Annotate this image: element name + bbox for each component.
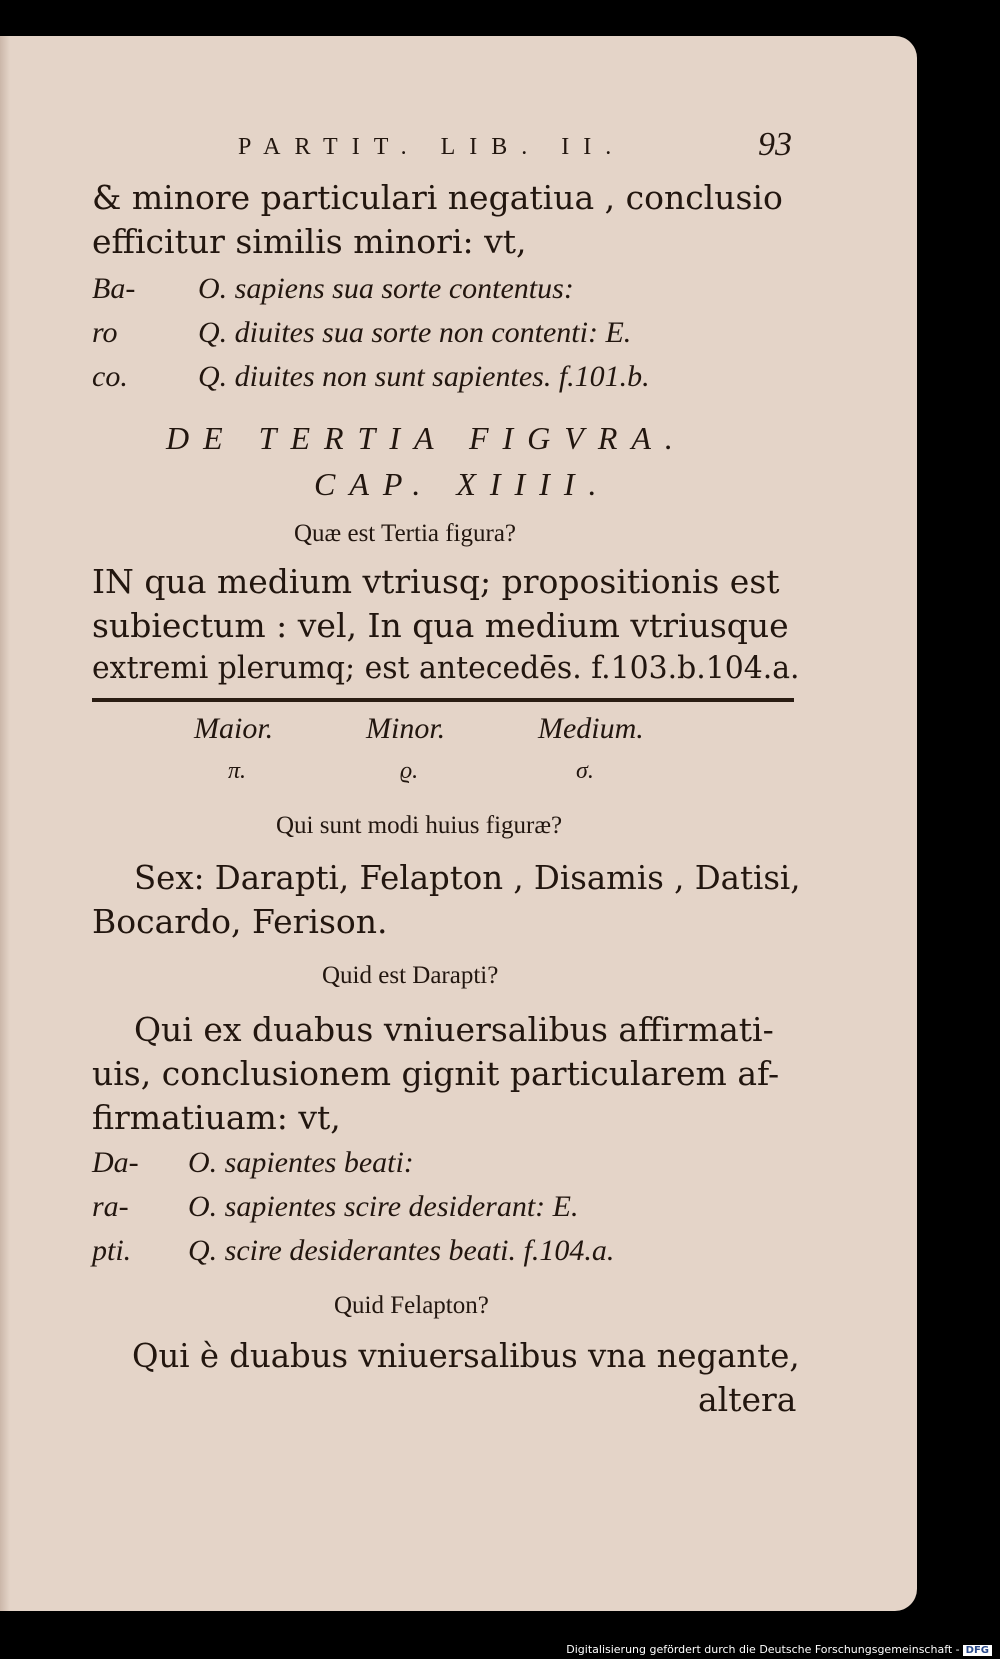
question: Qui sunt modi huius figuræ?: [276, 812, 563, 839]
question: Quid est Darapti?: [322, 962, 499, 989]
syllogism-label: ra-: [92, 1190, 129, 1223]
term-label: Medium.: [538, 712, 644, 745]
term-label: Minor.: [366, 712, 446, 745]
text-line: efficitur similis minori: vt,: [92, 222, 527, 261]
digitization-footer: [566, 1643, 992, 1656]
page-edge: [0, 36, 10, 1611]
answer-line: Bocardo, Ferison.: [92, 902, 388, 941]
syllogism-line: O. sapientes beati:: [188, 1146, 414, 1179]
answer-line: subiectum : vel, In qua medium vtriusque: [92, 606, 789, 645]
term-symbol: σ.: [576, 758, 594, 784]
term-label: Maior.: [194, 712, 274, 745]
question: Quid Felapton?: [334, 1292, 489, 1319]
syllogism-label: pti.: [92, 1234, 132, 1267]
syllogism-line: O. sapientes scire desiderant: E.: [188, 1190, 579, 1223]
answer-line: firmatiuam: vt,: [92, 1098, 341, 1137]
syllogism-line: Q. diuites non sunt sapientes. f.101.b.: [198, 360, 650, 393]
term-symbol: ϱ.: [400, 758, 419, 784]
footer-text: Digitalisierung gefördert durch die Deutsche Forschungsgemeinschaft -: [566, 1643, 960, 1656]
dfg-logo-icon: DFG: [963, 1645, 992, 1656]
syllogism-label: co.: [92, 360, 128, 393]
syllogism-line: Q. diuites sua sorte non contenti: E.: [198, 316, 632, 349]
syllogism-label: Da-: [92, 1146, 139, 1179]
term-symbol: π.: [228, 758, 247, 784]
catchword: altera: [698, 1380, 797, 1419]
syllogism-line: O. sapiens sua sorte contentus:: [198, 272, 574, 305]
syllogism-line: Q. scire desiderantes beati. f.104.a.: [188, 1234, 615, 1267]
answer-line: Qui è duabus vniuersalibus vna negante,: [132, 1336, 800, 1375]
chapter-title: CAP. XIIII.: [314, 466, 611, 502]
divider-rule: [92, 698, 794, 702]
answer-line: extremi plerumq; est antecedēs. f.103.b.104.a.: [92, 650, 800, 686]
question: Quæ est Tertia figura?: [294, 520, 517, 547]
page-number: 93: [758, 126, 792, 163]
answer-line: Sex: Darapti, Felapton , Disamis , Datisi,: [134, 858, 801, 897]
section-title: DE TERTIA FIGVRA.: [166, 420, 687, 456]
running-title: PARTIT. LIB. II.: [238, 134, 626, 160]
text-line: & minore particulari negatiua , conclusio: [92, 178, 783, 217]
answer-line: uis, conclusionem gignit particularem af-: [92, 1054, 780, 1093]
syllogism-label: Ba-: [92, 272, 136, 305]
answer-line: IN qua medium vtriusq; propositionis est: [92, 562, 780, 601]
answer-line: Qui ex duabus vniuersalibus affirmati-: [134, 1010, 774, 1049]
syllogism-label: ro: [92, 316, 118, 349]
